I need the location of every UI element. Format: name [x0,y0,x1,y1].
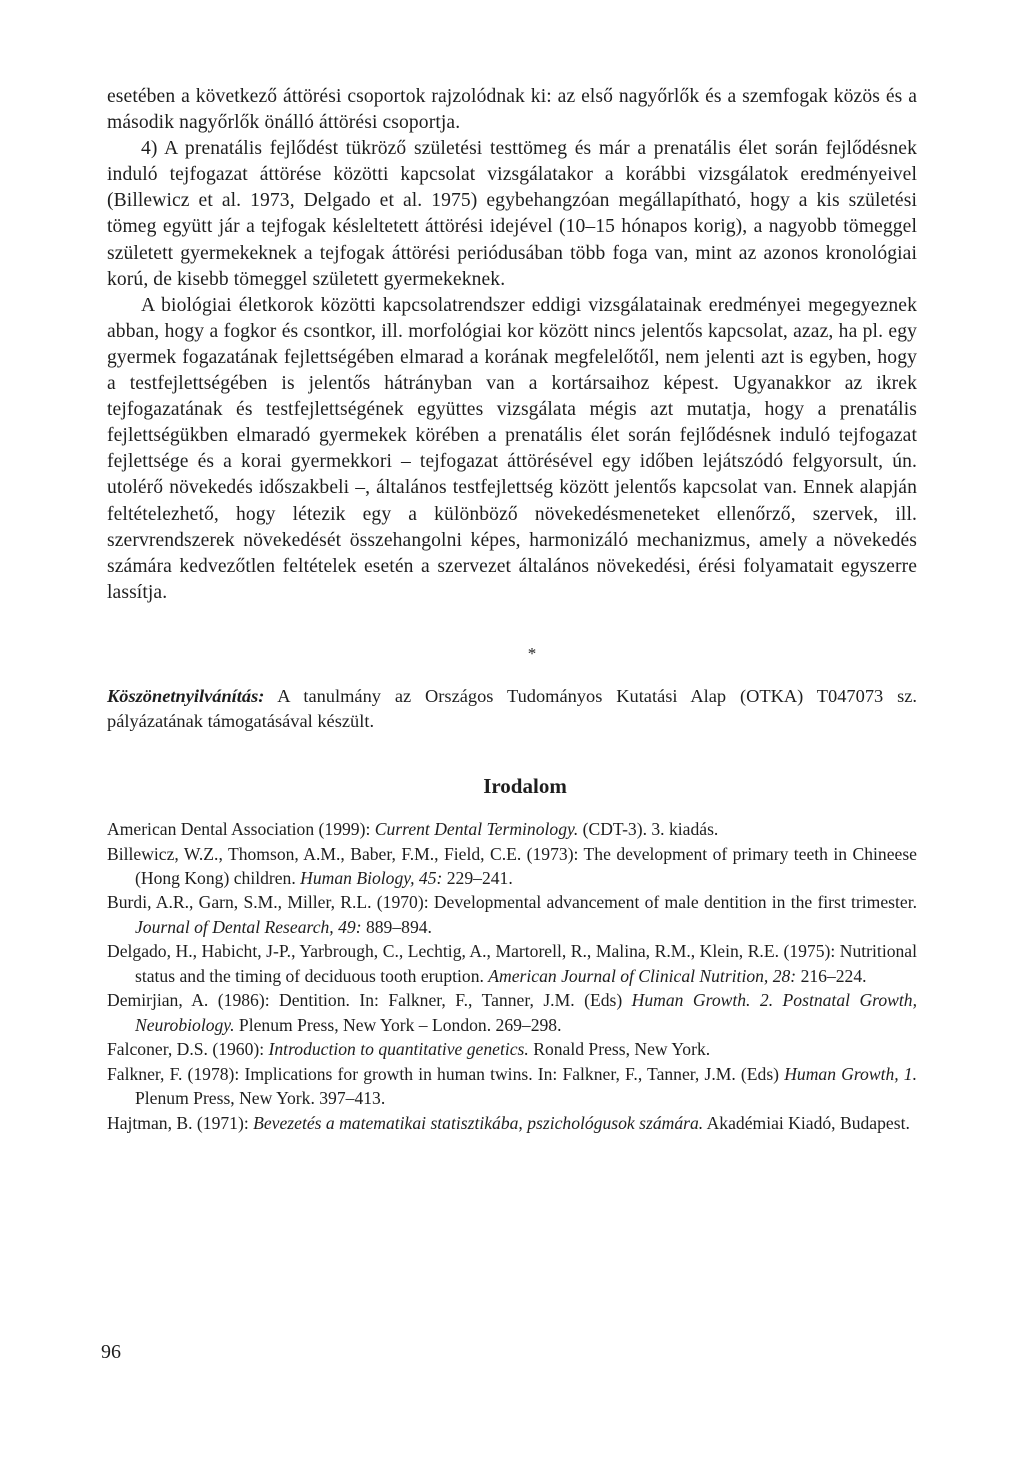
page-number: 96 [101,1341,121,1363]
reference-text: 889–894. [361,916,432,937]
reference-title: Current Dental Terminology. [374,818,579,839]
reference-title: American Journal of Clinical Nutrition, 28: [488,965,797,986]
acknowledgement-text: A tanulmány az Országos Tudományos Kutatási Alap (OTKA) T047073 sz. pályázatának támogatásával készült. [107,685,917,731]
reference-text: 216–224. [796,965,867,986]
reference-title: Journal of Dental Research, 49: [135,916,362,937]
reference-item [107,1037,917,1061]
reference-text: Falkner, F. (1978): Implications for growth in human twins. In: Falkner, F., Tanner, J.M. (Eds) [107,1063,785,1084]
references-title: Irodalom [483,773,567,798]
reference-text: Plenum Press, New York. 397–413. [135,1088,386,1109]
acknowledgement [107,684,917,734]
body-paragraph-2: 4) A prenatális fejlődést tükröző születési testtömeg és már a prenatális élet során fejlődésnek induló tejfogazat áttörése közötti kapcsolat vizsgálatakor a korábbi vizsgálatok eredményeivel (Billewicz et al. 1973, Delgado et al. 1975) egybehangzóan megállapítható, hogy a kis születési tömeg együtt jár a tejfogak késleltetett áttörési idejével (10–15 hónapos korig), a nagyobb tömeggel született gyermekeknek a tejfogak áttörési periódusában több foga van, mint az azonos kronológiai korú, de kisebb tömeggel született gyermekeknek. [107,138,917,290]
reference-text: 229–241. [442,867,513,888]
reference-text: Plenum Press, New York – London. 269–298. [234,1014,562,1035]
reference-item [107,939,917,987]
reference-item [107,890,917,938]
reference-item [107,1111,917,1135]
reference-text: Demirjian, A. (1986): Dentition. In: Falkner, F., Tanner, J.M. (Eds) [107,990,632,1011]
reference-title: Human Growth, 1. [784,1063,917,1084]
section-separator: * [527,643,537,663]
reference-list [107,817,917,1135]
reference-text: Hajtman, B. (1971): [107,1112,254,1133]
reference-text: Billewicz, W.Z., Thomson, A.M., Baber, F.M., Field, C.E. (1973): The development of primary teeth in Chineese (Hong Kong) children. [107,843,917,888]
reference-title: Introduction to quantitative genetics. [268,1039,529,1060]
reference-title: Human Growth. 2. Postnatal Growth, Neurobiology. [135,990,917,1035]
reference-text: (CDT-3). 3. kiadás. [578,818,719,839]
acknowledgement-label: Köszönetnyilvánítás: [107,685,265,706]
reference-title: Human Biology, 45: [300,867,443,888]
reference-text: Akadémiai Kiadó, Budapest. [703,1112,910,1133]
body-paragraph-3: A biológiai életkorok közötti kapcsolatrendszer eddigi vizsgálatainak eredményei megegyeznek abban, hogy a fogkor és csontkor, ill. morfológiai kor között nincs jelentős kapcsolat, azaz, ha pl. egy gyermek fogazatának fejlettségében elmarad a korának megfelelőtől, nem jelenti azt is egyben, hogy a testfejlettségében is jelentős hátrányban van a kortársaihoz képest. Ugyanakkor az ikrek tejfogazatának és testfejlettségének együttes vizsgálata mégis azt mutatja, hogy a prenatális fejlettségükben elmaradó gyermekek körében a prenatális élet során fejlődésnek induló tejfogazat fejlettsége és a korai gyermekkori – tejfogazat áttörésével egy időben lejátszódó felgyorsult, ún. utolérő növekedés időszakbeli –, általános testfejlettség között jelentős kapcsolat van. Ennek alapján feltételezhető, hogy létezik egy a különböző növekedésmeneteket ellenőrző, szervek, ill. szervrendszerek növekedését összehangolni képes, harmonizáló mechanizmus, amely a növekedés számára kedvezőtlen feltételek esetén a szervezet általános növekedési, érési folyamatait egyszerre lassítja. [107,294,917,603]
reference-text: Delgado, H., Habicht, J-P., Yarbrough, C., Lechtig, A., Martorell, R., Malina, R.M., Klein, R.E. (1975): Nutritional status and the timing of deciduous tooth eruption. [107,941,917,986]
body-paragraph-1: esetében a következő áttörési csoportok rajzolódnak ki: az első nagyőrlők és a szemfogak közös és a második nagyőrlők önálló áttörési csoportja. [107,86,917,134]
reference-text: American Dental Association (1999): [107,818,375,839]
reference-text: Burdi, A.R., Garn, S.M., Miller, R.L. (1970): Developmental advancement of male dentition in the first trimester. [107,892,917,913]
page-content [107,84,917,1136]
reference-text: Ronald Press, New York. [528,1039,711,1060]
reference-item [107,842,917,890]
reference-item [107,817,917,841]
reference-text: Falconer, D.S. (1960): [107,1039,269,1060]
reference-item [107,988,917,1036]
reference-item [107,1062,917,1110]
reference-title: Bevezetés a matematikai statisztikába, pszichológusok számára. [253,1112,704,1133]
